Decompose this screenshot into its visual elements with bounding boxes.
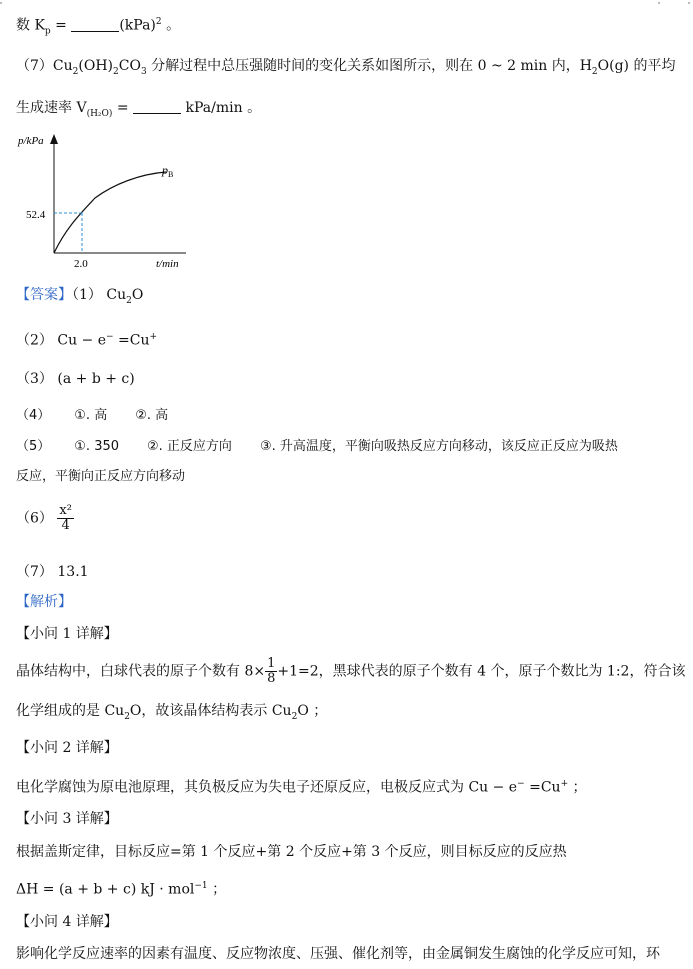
answer-value: Cu (106, 287, 127, 303)
x-axis-label: t/min (156, 258, 179, 270)
charge-sup: − (517, 779, 525, 789)
section-1-line-2 (16, 701, 327, 727)
y-axis-label: p/kPa (18, 135, 44, 147)
q7-text: 生成速率 V (16, 100, 87, 116)
answer-value: =Cu (113, 332, 150, 349)
answer-option: ①. 350 (74, 439, 120, 454)
corner-dot (658, 2, 660, 4)
charge-sup: + (560, 779, 569, 789)
answer-line-5 (16, 437, 618, 457)
kp-sub: p (44, 26, 51, 37)
formula-sub: 2 (72, 66, 79, 77)
formula-sub: 2 (291, 711, 298, 722)
analysis-text: ； (568, 779, 587, 796)
v-sub: (H₂O) (86, 108, 113, 119)
analysis-text: ； (207, 881, 227, 898)
section-3-title (16, 809, 118, 829)
answer-blank (133, 99, 181, 114)
curve-label: $p_B$ (162, 163, 174, 179)
section-title: 【小问 1 详解】 (16, 626, 118, 642)
section-1-title (16, 624, 118, 644)
answer-option: ①. 高 (74, 408, 108, 423)
y-axis-arrow (50, 134, 58, 144)
charge-sup: + (149, 332, 158, 342)
q6-tail-line: 数 $K_p = (kPa)^2$ 。 (16, 17, 181, 37)
section-1-line-1 (16, 657, 685, 686)
answer-line-3 (16, 369, 135, 389)
answer-fraction (57, 504, 74, 533)
kp-label: 数 K (16, 17, 45, 34)
q7-label: （7） (16, 58, 53, 74)
answer-value: O (131, 287, 144, 303)
fraction-numerator: x² (59, 503, 72, 518)
answer-line-5b (16, 467, 185, 487)
section-3-line-2 (16, 876, 226, 900)
analysis-tag: 【解析】 (16, 594, 72, 610)
kp-eq: = (50, 17, 72, 34)
section-4-line-1 (16, 944, 660, 964)
answer-line-6 (16, 504, 74, 533)
q7-text: kPa/min 。 (181, 100, 262, 116)
answer-option: ②. 高 (135, 408, 169, 423)
analysis-text: 影响化学反应速率的因素有温度、反应物浓度、压强、催化剂等，由金属铜发生腐蚀的化学反应可知，环 (16, 946, 660, 962)
fraction-denominator: 8 (267, 671, 276, 686)
analysis-text: 电化学腐蚀为原电池原理，其负极反应为失电子还原反应，电极反应式为 Cu − e (16, 779, 518, 796)
formula-sub: 2 (113, 66, 119, 77)
answer-line-4 (16, 406, 168, 426)
x-tick-label: 2.0 (74, 258, 88, 270)
answer-label: （3） (16, 371, 53, 387)
formula-sub: 3 (140, 66, 147, 77)
q7-line-2 (16, 98, 261, 124)
analysis-text: 晶体结构中，白球代表的原子个数有 8× (16, 663, 266, 680)
answer-tag: 【答案】 (16, 287, 72, 303)
answer-label: （7） (16, 564, 53, 580)
analysis-tag-line (16, 592, 72, 612)
formula-part: Cu (52, 58, 73, 74)
y-tick-label: 52.4 (26, 209, 46, 221)
section-title: 【小问 2 详解】 (16, 740, 118, 756)
analysis-text: O，故该晶体结构表示 Cu (129, 703, 292, 719)
section-3-line-1 (16, 842, 567, 862)
section-4-title (16, 912, 118, 932)
answer-label: （4） (16, 408, 51, 423)
corner-dot (688, 2, 690, 4)
analysis-text: ΔH = (a + b + c) kJ · mol (16, 881, 195, 898)
q7-line-1 (16, 56, 675, 82)
answer-label: （2） (16, 332, 53, 349)
formula-sub: 2 (591, 66, 598, 77)
analysis-text: 根据盖斯定律，目标反应=第 1 个反应+第 2 个反应+第 3 个反应，则目标反应的反应热 (16, 844, 567, 860)
section-title: 【小问 3 详解】 (16, 811, 118, 827)
answer-option: ③. 升高温度，平衡向吸热反应方向移动，该反应正反应为吸热 (259, 439, 618, 454)
fraction-denominator: 4 (61, 518, 70, 533)
answer-line-2 (16, 327, 157, 351)
kp-unit-sup: 2 (155, 17, 162, 27)
answer-line-7 (16, 562, 89, 582)
fraction-numerator: 1 (267, 656, 276, 671)
answer-line-1 (16, 285, 143, 311)
answer-value: 13.1 (57, 564, 89, 580)
answer-label: （6） (16, 510, 53, 527)
charge-sup: − (106, 332, 114, 342)
kp-end: 。 (161, 17, 181, 34)
analysis-text: 化学组成的是 Cu (16, 703, 125, 719)
formula-sub: 2 (124, 711, 130, 722)
q7-text: O(g) 的平均 (597, 58, 676, 74)
answer-blank (71, 17, 119, 32)
corner-dot (0, 2, 2, 4)
q7-text: 分解过程中总压强随时间的变化关系如图所示，则在 0 ~ 2 min 内，H (146, 58, 592, 74)
analysis-text: O ； (297, 703, 328, 719)
formula-part: (OH) (78, 58, 114, 74)
answer-value: (a + b + c) (57, 371, 135, 387)
unit-sup: −1 (194, 881, 208, 891)
section-title: 【小问 4 详解】 (16, 914, 118, 930)
formula-part: CO (118, 58, 141, 74)
section-2-title (16, 738, 118, 758)
answer-label: （1） (72, 287, 102, 303)
analysis-text: +1=2，黑球代表的原子个数有 4 个，原子个数比为 1:2，符合该 (277, 663, 686, 680)
q7-text: = (112, 100, 134, 116)
pressure-time-chart (10, 128, 210, 278)
analysis-text: =Cu (524, 779, 561, 796)
kp-unit: kPa (124, 17, 151, 34)
answer-label: （5） (16, 439, 51, 454)
answer-option: ②. 正反应方向 (147, 439, 232, 454)
analysis-fraction (265, 657, 277, 686)
section-2-line-1 (16, 774, 587, 798)
formula-sub: 2 (126, 295, 132, 306)
answer-value: Cu − e (57, 332, 107, 349)
answer-option: 反应，平衡向正反应方向移动 (16, 469, 186, 484)
